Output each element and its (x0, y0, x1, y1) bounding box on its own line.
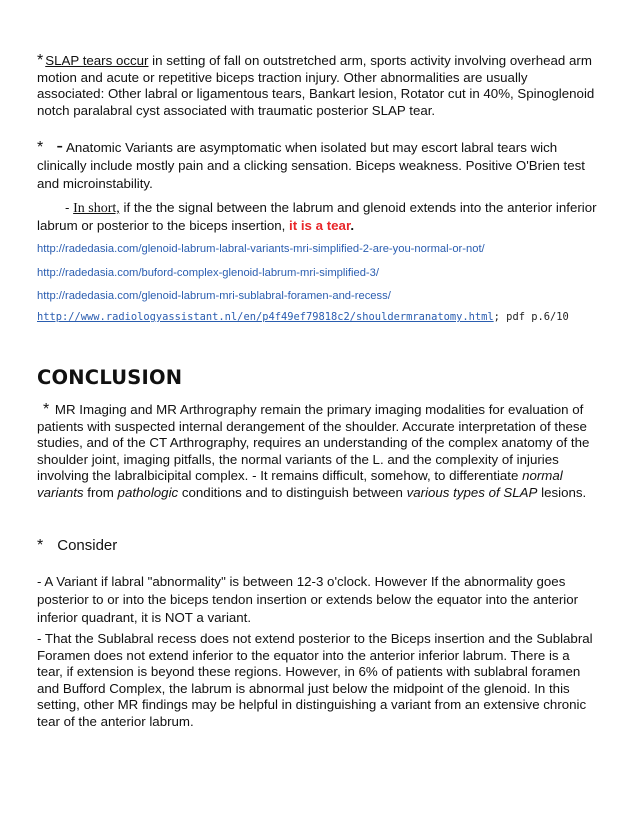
consider-heading (37, 537, 117, 555)
consider-label: Consider (57, 537, 118, 554)
link-radiology-assistant[interactable]: http://www.radiologyassistant.nl/en/p4f49ef79818c2/shouldermranatomy.html (37, 311, 494, 323)
link-labral-variants[interactable]: http://radedasia.com/glenoid-labrum-labral-variants-mri-simplified-2-are-you-normal-or-not/ (37, 243, 485, 255)
dash-marker: - (56, 135, 63, 157)
pdf-page-ref: ; pdf p.6/10 (493, 311, 569, 323)
conclusion-heading: CONCLUSION (37, 366, 183, 389)
bullet-star: * (37, 537, 44, 554)
dash-marker: - (65, 200, 74, 215)
anatomic-variants-text: Anatomic Variants are asymptomatic when isolated but may escort labral tears wich clinically include mostly pain and a clicking sensation. Biceps weakness. Positive O'Brien test and microinstability. (37, 140, 585, 191)
in-short-paragraph (37, 200, 597, 234)
link-sublabral-foramen[interactable]: http://radedasia.com/glenoid-labrum-mri-sublabral-foramen-and-recess/ (37, 290, 391, 302)
conclusion-normal-variants: normal variants (37, 468, 563, 500)
in-short-text: if the the signal between the labrum and glenoid extends into the anterior inferior labrum or posterior to the biceps insertion, (37, 200, 597, 233)
anatomic-variants-paragraph (37, 137, 597, 193)
tear-emphasis: it is a tear (289, 217, 351, 233)
consider-sublabral-paragraph: - That the Sublabral recess does not extend posterior to the Biceps insertion and the Sublabral Foramen does not extend inferior to the equator into the anterior inferior labrum. There is a tear, if extension is beyond these regions. However, in 6% of patients with sublabral foramen and Bufford Complex, the labrum is abnormal just below the midpoint of the glenoid. In this setting, other MR findings may be helpful in distinguishing a variant from an extensive chronic tear of the anterior labrum. (37, 631, 593, 729)
period: . (350, 217, 355, 233)
conclusion-text-3: conditions and to distinguish between (178, 484, 407, 500)
consider-variant-paragraph: - A Variant if labral "abnormality" is between 12-3 o'clock. However If the abnormality goes posterior to or into the biceps tendon insertion or extends below the equator into the anterior inferior quadrant, it is NOT a variant. (37, 574, 579, 625)
slap-tears-text: in setting of fall on outstretched arm, sports activity involving overhead arm motion and acute or repetitive biceps traction injury. Other abnormalities are usually associated: Other labral or ligamentous tears, Bankart lesion, Rotator cut in 40%, Spinoglenoid notch paralabral cyst associated with traumatic posterior SLAP tear. (37, 53, 595, 118)
bullet-star: * (37, 139, 44, 156)
conclusion-slap-types: various types of SLAP (406, 484, 538, 500)
link-buford-complex[interactable]: http://radedasia.com/buford-complex-glenoid-labrum-mri-simplified-3/ (37, 267, 379, 279)
conclusion-pathologic: pathologic (117, 484, 179, 500)
slap-tears-link[interactable]: SLAP tears occur (45, 53, 149, 68)
conclusion-text-4: lesions. (537, 484, 587, 500)
conclusion-paragraph (37, 402, 597, 502)
in-short-link[interactable]: In short, (73, 201, 120, 216)
conclusion-text-2: from (83, 484, 118, 500)
radiology-assistant-line (37, 311, 569, 323)
conclusion-text-1: MR Imaging and MR Arthrography remain the primary imaging modalities for evaluation of patients with suspected internal derangement of the shoulder. Accurate interpretation of these studies, and of the CT Arthrography, requires an understanding of the complex anatomy of the shoulder joint, imaging pitfalls, the normal variants of the L. and the complexity of injuries involving the labralbicipital complex. - It remains difficult, somehow, to differentiate (37, 402, 590, 484)
bullet-star: * (37, 52, 44, 69)
bullet-star: * (43, 401, 50, 418)
slap-tears-paragraph (37, 53, 597, 119)
